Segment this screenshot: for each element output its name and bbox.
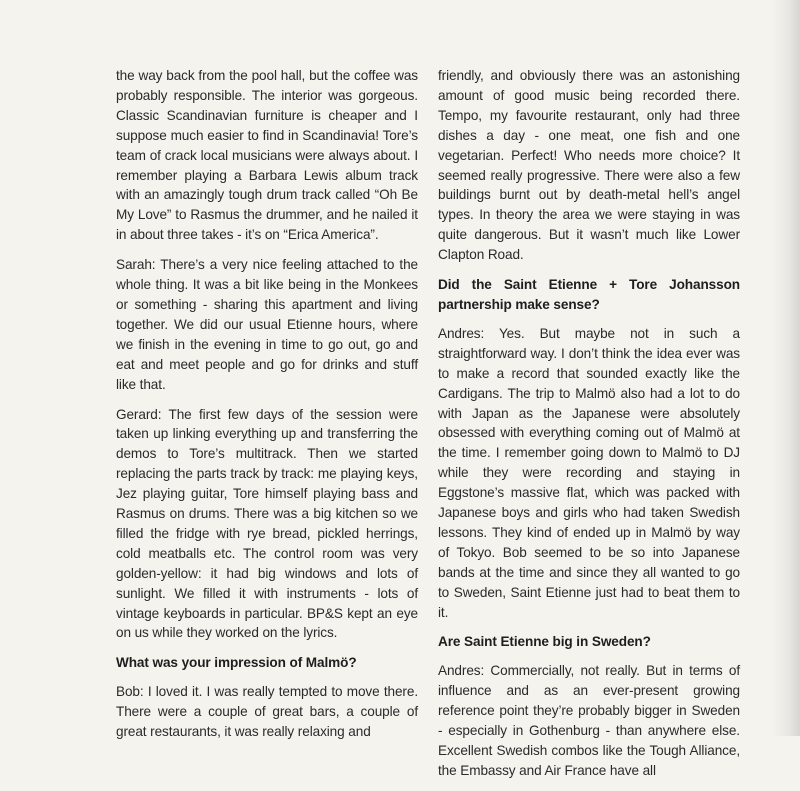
paragraph-bob: Bob: I loved it. I was really tempted to move there. There were a couple of great bars, a couple of great restaurants, it was really relaxing and (116, 684, 418, 740)
paragraph-gerard: Gerard: The first few days of the session were taken up linking everything up and transferring the demos to Tore’s multitrack. Then we started replacing the parts track by track: me playing keys, Jez playing guitar, Tore himself playing bass and Rasmus on drums. There was a big kitchen so we filled the fridge with rye bread, pickled herrings, cold meatballs etc. The control room was very golden-yellow: it had big windows and lots of sunlight. We filled it with instruments - lots of vintage keyboards in particular. BP&S kept an eye on us while they worked on the lyrics. (116, 406, 418, 641)
page-edge-shadow (772, 0, 800, 736)
question-heading-sweden: Are Saint Etienne big in Sweden? (438, 634, 651, 650)
question-heading-malmo: What was your impression of Malmö? (116, 655, 357, 671)
paragraph-intro-continued: the way back from the pool hall, but the coffee was probably responsible. The interior was gorgeous. Classic Scandinavian furniture is cheaper and I suppose much easier to find in Scandinavia! Tore’s team of crack local musicians were always about. I remember playing a Barbara Lewis album track with an amazingly tough drum track called “Oh Be My Love” to Rasmus the drummer, and he nailed it in about three takes - it’s on “Erica America”. (116, 68, 418, 243)
left-column (116, 66, 418, 752)
paragraph-sarah: Sarah: There’s a very nice feeling attached to the whole thing. It was a bit like being in the Monkees or something - sharing this apartment and living together. We did our usual Etienne hours, where we finish in the evening in time to go out, go and eat and meet people and go for drinks and stuff like that. (116, 257, 418, 392)
paragraph-andres-partnership: Andres: Yes. But maybe not in such a straightforward way. I don’t think the idea ever was to make a record that sounded exactly like the Cardigans. The trip to Malmö also had a lot to do with Japan as the Japanese were absolutely obsessed with everything coming out of Malmö at the time. I remember going down to Malmö to DJ while they were recording and staying in Eggstone’s massive flat, which was packed with Japanese boys and girls who had taken Swedish lessons. They kind of ended up in Malmö by way of Tokyo. Bob seemed to be so into Japanese bands at the time and since they all wanted to go to Sweden, Saint Etienne just had to beat them to it. (438, 325, 740, 620)
question-heading-partnership: Did the Saint Etienne + Tore Johansson partnership make sense? (438, 277, 740, 312)
paragraph-andres-sweden: Andres: Commercially, not really. But in terms of influence and as an ever-present growing reference point they’re probably bigger in Sweden - especially in Gothenburg - than anywhere else. Excellent Swedish combos like the Tough Alliance, the Embassy and Air France have all (438, 663, 740, 778)
right-column (438, 66, 740, 791)
paragraph-bob-continued: friendly, and obviously there was an astonishing amount of good music being recorded there. Tempo, my favourite restaurant, only had three dishes a day - one meat, one fish and one vegetarian. Perfect! Who needs more choice? It seemed really progressive. There were also a few buildings burnt out by death-metal hell’s angel types. In theory the area we were staying in was quite dangerous. But it wasn’t much like Lower Clapton Road. (438, 68, 740, 263)
